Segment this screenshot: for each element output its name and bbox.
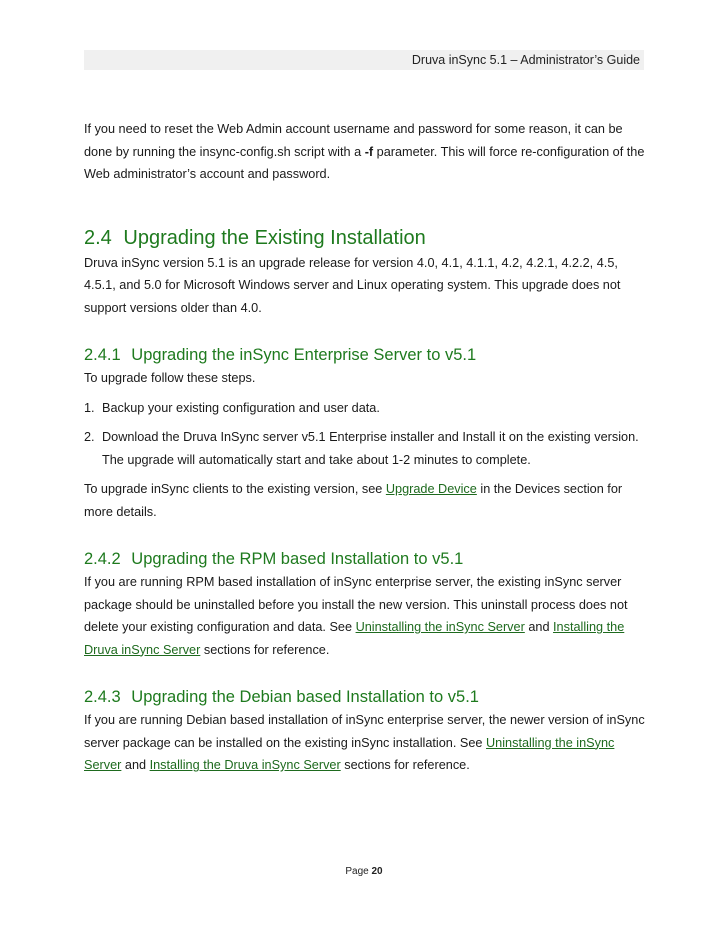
intro-text-b: parameter. This will force re-configuration of the Web administrator’s account and password. (84, 144, 645, 181)
section-number: 2.4.1 (84, 346, 121, 364)
document-title: Druva inSync 5.1 – Administrator’s Guide (411, 53, 640, 67)
section-title: Upgrading the inSync Enterprise Server to v5.1 (131, 346, 477, 364)
section-2-4-3-body (84, 709, 646, 777)
section-title: Upgrading the Existing Installation (123, 226, 426, 249)
list-item (84, 397, 646, 420)
list-marker: 2. (84, 430, 95, 444)
running-header (84, 50, 644, 70)
section-title: Upgrading the Debian based Installation to v5.1 (131, 688, 479, 706)
body-text-b: and (524, 620, 554, 634)
page-footer (0, 866, 728, 877)
section-number: 2.4.3 (84, 688, 121, 706)
body-text-b: and (121, 758, 150, 772)
body-text-a: If you are running Debian based installation of inSync enterprise server, the newer version of inSync server package can be installed on the existing inSync installation. See (84, 713, 645, 750)
section-number: 2.4 (84, 226, 112, 249)
section-heading-2-4-1 (84, 343, 646, 367)
uninstalling-insync-server-link[interactable]: Uninstalling the inSync Server (355, 620, 525, 634)
section-2-4-body: Druva inSync version 5.1 is an upgrade release for version 4.0, 4.1, 4.1.1, 4.2, 4.2.1, 4.2.2, 4.5, 4.5.1, and 5.0 for Microsoft Windows server and Linux operating system. This upgrade does not support versions older than 4.0. (84, 255, 621, 315)
page-content (84, 118, 646, 777)
page-number: 20 (371, 866, 383, 877)
section-number: 2.4.2 (84, 550, 121, 568)
list-item-text: Download the Druva InSync server v5.1 Enterprise installer and Install it on the existing version. The upgrade will automatically start and take about 1-2 minutes to complete. (102, 430, 639, 467)
intro-text-a: If you need to reset the Web Admin account username and password for some reason, it can be done by running the insync-config.sh script with a (84, 122, 623, 159)
list-item (84, 426, 646, 471)
section-title: Upgrading the RPM based Installation to v5.1 (131, 550, 464, 568)
installing-druva-insync-server-link[interactable]: Installing the Druva inSync Server (149, 758, 341, 772)
upgrade-device-link[interactable]: Upgrade Device (385, 482, 477, 496)
page-label: Page (345, 866, 369, 877)
section-2-4-2-body (84, 571, 646, 661)
section-2-4-1-note (84, 478, 646, 523)
body-text-c: sections for reference. (340, 758, 470, 772)
note-text-b: in the Devices section for more details. (84, 482, 623, 519)
section-heading-2-4 (84, 224, 646, 252)
installing-druva-insync-server-link[interactable]: Installing the Druva inSync Server (84, 620, 625, 657)
list-item-text: Backup your existing configuration and user data. (102, 400, 380, 415)
section-heading-2-4-3 (84, 685, 646, 709)
upgrade-steps-list (84, 397, 646, 472)
section-heading-2-4-2 (84, 547, 646, 571)
body-text-c: sections for reference. (200, 642, 330, 657)
body-text-a: If you are running RPM based installation of inSync enterprise server, the existing inSync server package should be uninstalled before you install the new version. This uninstall process does not delete your existing configuration and data. See (84, 575, 628, 634)
note-text-a: To upgrade inSync clients to the existing version, see (84, 482, 386, 496)
intro-paragraph (84, 118, 646, 186)
section-2-4-1-intro: To upgrade follow these steps. (84, 371, 256, 385)
list-marker: 1. (84, 400, 95, 415)
uninstalling-insync-server-link[interactable]: Uninstalling the inSync Server (84, 735, 615, 772)
flag-text: -f (364, 144, 374, 159)
